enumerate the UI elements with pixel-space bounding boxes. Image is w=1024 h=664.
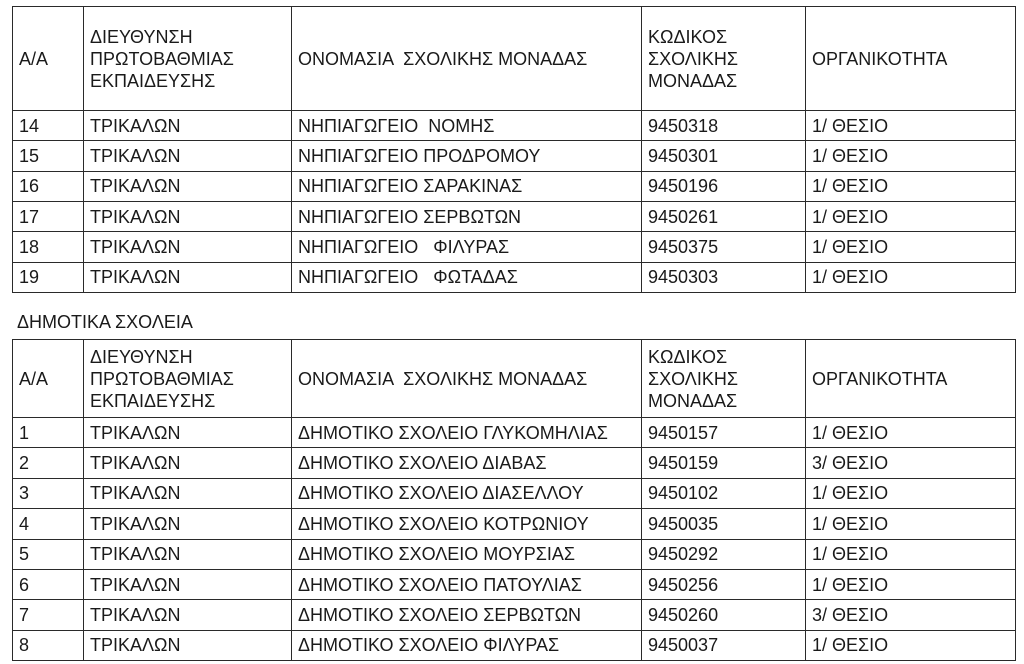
cell-aa: 15 [13, 141, 84, 171]
header-code-line: ΜΟΝΑΔΑΣ [648, 390, 738, 411]
header-code-line: ΜΟΝΑΔΑΣ [648, 70, 738, 91]
cell-school-code: 9450037 [642, 630, 806, 660]
cell-directorate: ΤΡΙΚΑΛΩΝ [84, 630, 292, 660]
table-row [13, 539, 1016, 569]
cell-school-name: ΝΗΠΙΑΓΩΓΕΙΟ ΝΟΜΗΣ [292, 111, 642, 141]
header-directorate-line: ΔΙΕΥΘΥΝΣΗ [90, 346, 193, 367]
cell-school-name: ΝΗΠΙΑΓΩΓΕΙΟ ΦΩΤΑΔΑΣ [292, 262, 642, 292]
header-directorate-line: ΕΚΠΑΙΔΕΥΣΗΣ [90, 390, 216, 411]
table-row [13, 232, 1016, 262]
cell-organization: 1/ ΘΕΣΙΟ [806, 201, 1016, 231]
cell-school-name: ΔΗΜΟΤΙΚΟ ΣΧΟΛΕΙΟ ΔΙΑΒΑΣ [292, 448, 642, 478]
cell-directorate: ΤΡΙΚΑΛΩΝ [84, 141, 292, 171]
cell-aa: 1 [13, 418, 84, 448]
cell-aa: 17 [13, 201, 84, 231]
cell-school-code: 9450261 [642, 201, 806, 231]
cell-aa: 18 [13, 232, 84, 262]
table-header [13, 340, 1016, 418]
cell-aa: 4 [13, 509, 84, 539]
cell-aa: 19 [13, 262, 84, 292]
cell-organization: 3/ ΘΕΣΙΟ [806, 600, 1016, 630]
cell-directorate: ΤΡΙΚΑΛΩΝ [84, 478, 292, 508]
header-aa: Α/Α [13, 340, 84, 418]
header-directorate-line: ΠΡΩΤΟΒΑΘΜΙΑΣ [90, 368, 234, 389]
cell-directorate: ΤΡΙΚΑΛΩΝ [84, 448, 292, 478]
header-directorate-line: ΠΡΩΤΟΒΑΘΜΙΑΣ [90, 48, 234, 69]
header-aa: Α/Α [13, 7, 84, 111]
cell-aa: 3 [13, 478, 84, 508]
cell-organization: 1/ ΘΕΣΙΟ [806, 262, 1016, 292]
header-directorate-line: ΕΚΠΑΙΔΕΥΣΗΣ [90, 70, 216, 91]
cell-directorate: ΤΡΙΚΑΛΩΝ [84, 509, 292, 539]
cell-school-name: ΔΗΜΟΤΙΚΟ ΣΧΟΛΕΙΟ ΦΙΛΥΡΑΣ [292, 630, 642, 660]
cell-directorate: ΤΡΙΚΑΛΩΝ [84, 232, 292, 262]
cell-directorate: ΤΡΙΚΑΛΩΝ [84, 111, 292, 141]
cell-aa: 7 [13, 600, 84, 630]
cell-directorate: ΤΡΙΚΑΛΩΝ [84, 600, 292, 630]
cell-school-code: 9450196 [642, 171, 806, 201]
cell-school-name: ΔΗΜΟΤΙΚΟ ΣΧΟΛΕΙΟ ΠΑΤΟΥΛΙΑΣ [292, 569, 642, 599]
cell-organization: 1/ ΘΕΣΙΟ [806, 569, 1016, 599]
cell-organization: 1/ ΘΕΣΙΟ [806, 630, 1016, 660]
cell-organization: 1/ ΘΕΣΙΟ [806, 232, 1016, 262]
cell-directorate: ΤΡΙΚΑΛΩΝ [84, 201, 292, 231]
cell-directorate: ΤΡΙΚΑΛΩΝ [84, 569, 292, 599]
cell-organization: 1/ ΘΕΣΙΟ [806, 539, 1016, 569]
header-organization: ΟΡΓΑΝΙΚΟΤΗΤΑ [806, 7, 1016, 111]
header-school-code [642, 7, 806, 111]
cell-school-name: ΔΗΜΟΤΙΚΟ ΣΧΟΛΕΙΟ ΓΛΥΚΟΜΗΛΙΑΣ [292, 418, 642, 448]
cell-directorate: ΤΡΙΚΑΛΩΝ [84, 539, 292, 569]
cell-aa: 8 [13, 630, 84, 660]
header-row [13, 7, 1016, 111]
header-school-name: ΟΝΟΜΑΣΙΑ ΣΧΟΛΙΚΗΣ ΜΟΝΑΔΑΣ [292, 340, 642, 418]
primary-schools-table [12, 339, 1016, 661]
table-row [13, 111, 1016, 141]
cell-aa: 16 [13, 171, 84, 201]
cell-school-code: 9450102 [642, 478, 806, 508]
cell-school-code: 9450375 [642, 232, 806, 262]
table-row [13, 448, 1016, 478]
cell-school-name: ΝΗΠΙΑΓΩΓΕΙΟ ΦΙΛΥΡΑΣ [292, 232, 642, 262]
cell-school-code: 9450301 [642, 141, 806, 171]
header-directorate-line: ΔΙΕΥΘΥΝΣΗ [90, 26, 193, 47]
cell-aa: 6 [13, 569, 84, 599]
header-code-line: ΣΧΟΛΙΚΗΣ [648, 48, 738, 69]
cell-school-name: ΔΗΜΟΤΙΚΟ ΣΧΟΛΕΙΟ ΣΕΡΒΩΤΩΝ [292, 600, 642, 630]
cell-directorate: ΤΡΙΚΑΛΩΝ [84, 262, 292, 292]
header-organization: ΟΡΓΑΝΙΚΟΤΗΤΑ [806, 340, 1016, 418]
table-row [13, 600, 1016, 630]
cell-organization: 1/ ΘΕΣΙΟ [806, 171, 1016, 201]
table-header [13, 7, 1016, 111]
cell-organization: 1/ ΘΕΣΙΟ [806, 418, 1016, 448]
cell-school-code: 9450157 [642, 418, 806, 448]
cell-school-name: ΝΗΠΙΑΓΩΓΕΙΟ ΠΡΟΔΡΟΜΟΥ [292, 141, 642, 171]
cell-school-code: 9450159 [642, 448, 806, 478]
header-school-name: ΟΝΟΜΑΣΙΑ ΣΧΟΛΙΚΗΣ ΜΟΝΑΔΑΣ [292, 7, 642, 111]
cell-organization: 1/ ΘΕΣΙΟ [806, 141, 1016, 171]
cell-aa: 14 [13, 111, 84, 141]
cell-organization: 3/ ΘΕΣΙΟ [806, 448, 1016, 478]
cell-school-code: 9450035 [642, 509, 806, 539]
table-body [13, 111, 1016, 293]
cell-school-code: 9450303 [642, 262, 806, 292]
table-row [13, 569, 1016, 599]
table-row [13, 171, 1016, 201]
table-row [13, 478, 1016, 508]
table-row [13, 630, 1016, 660]
cell-organization: 1/ ΘΕΣΙΟ [806, 478, 1016, 508]
cell-school-name: ΝΗΠΙΑΓΩΓΕΙΟ ΣΑΡΑΚΙΝΑΣ [292, 171, 642, 201]
cell-school-code: 9450318 [642, 111, 806, 141]
kindergartens-table [12, 6, 1016, 293]
cell-aa: 2 [13, 448, 84, 478]
header-directorate [84, 340, 292, 418]
cell-aa: 5 [13, 539, 84, 569]
table-body [13, 418, 1016, 661]
header-row [13, 340, 1016, 418]
header-code-line: ΚΩΔΙΚΟΣ [648, 26, 728, 47]
cell-school-code: 9450260 [642, 600, 806, 630]
table-row [13, 262, 1016, 292]
header-school-code [642, 340, 806, 418]
cell-school-name: ΝΗΠΙΑΓΩΓΕΙΟ ΣΕΡΒΩΤΩΝ [292, 201, 642, 231]
cell-organization: 1/ ΘΕΣΙΟ [806, 509, 1016, 539]
table-row [13, 201, 1016, 231]
header-code-line: ΚΩΔΙΚΟΣ [648, 346, 728, 367]
cell-directorate: ΤΡΙΚΑΛΩΝ [84, 418, 292, 448]
table-row [13, 509, 1016, 539]
cell-school-name: ΔΗΜΟΤΙΚΟ ΣΧΟΛΕΙΟ ΔΙΑΣΕΛΛΟΥ [292, 478, 642, 508]
table-row [13, 141, 1016, 171]
cell-school-code: 9450292 [642, 539, 806, 569]
header-directorate [84, 7, 292, 111]
table-row [13, 418, 1016, 448]
cell-organization: 1/ ΘΕΣΙΟ [806, 111, 1016, 141]
cell-school-code: 9450256 [642, 569, 806, 599]
cell-directorate: ΤΡΙΚΑΛΩΝ [84, 171, 292, 201]
section-title-primary-schools: ΔΗΜΟΤΙΚΑ ΣΧΟΛΕΙΑ [17, 312, 193, 332]
cell-school-name: ΔΗΜΟΤΙΚΟ ΣΧΟΛΕΙΟ ΚΟΤΡΩΝΙΟΥ [292, 509, 642, 539]
cell-school-name: ΔΗΜΟΤΙΚΟ ΣΧΟΛΕΙΟ ΜΟΥΡΣΙΑΣ [292, 539, 642, 569]
header-code-line: ΣΧΟΛΙΚΗΣ [648, 368, 738, 389]
